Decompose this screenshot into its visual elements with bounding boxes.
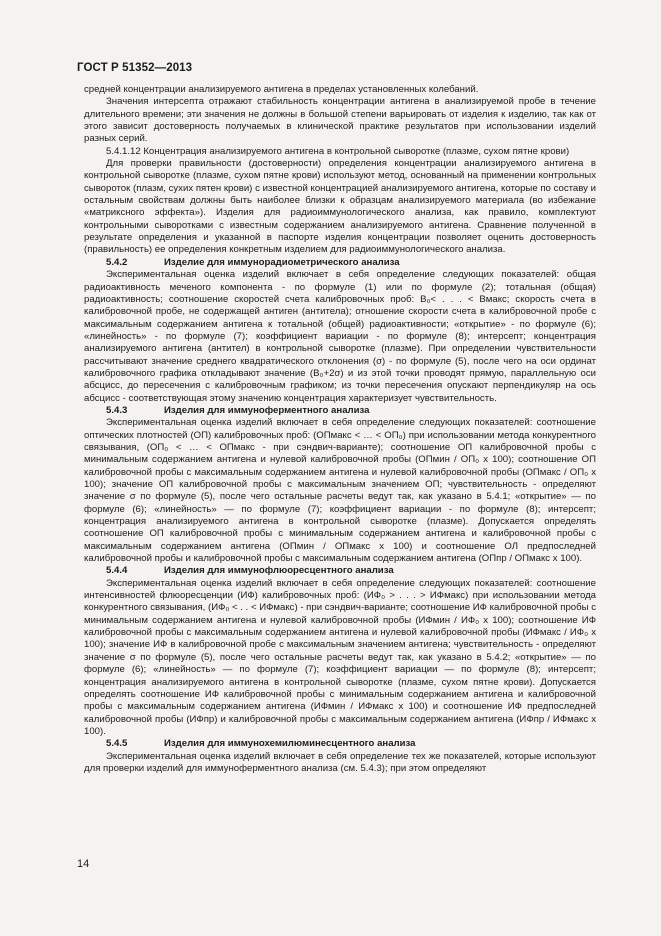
section-number: 5.4.5 [106, 738, 128, 750]
body-paragraph: Экспериментальная оценка изделий включает в себя определение тех же показателей, которые используют для проверки изделий для иммуноферментного анализа (см. 5.4.3); при этом определяют [84, 750, 596, 774]
section-title: Изделия для иммунохемилюминесцентного анализа [164, 738, 416, 750]
section-heading [84, 405, 596, 417]
body-paragraph: Экспериментальная оценка изделий включает в себя определение следующих показателей: соотношение оптических плотностей (ОП) калибровочных проб: (ОПмакс < … < ОП₀) при использовании метода конкурентного связывания, (ОП₀ < … < ОПмакс - при сэндвич-варианте); соотношение ОП калибровочной пробы с минимальным содержанием антигена и нулевой калибровочной пробы (ОПмин / ОП₀ x 100); соотношение ОП калибровочной пробы с максимальным содержанием антигена и нулевой калибровочной пробы (ОПмакс / ОП₀ x 100); значение ОП калибровочной пробы с максимальным значением ОП; чувствительность - определяют значение σ по формуле (5), после чего остальные расчеты ведут так, как указано в 5.4.1; «открытие» — по формуле (6); «линейность» — по формуле (7); коэффициент вариации - по формуле (8); интерсепт; концентрация анализируемого антигена в контрольной сыворотке (плазме). Допускается определять соотношение ОП калибровочной пробы с минимальным содержанием антигена и калибровочной пробы с максимальным содержанием антигена (ОПмин / ОПмакс x 100) и соотношение ОЛ предпоследней калибровочной пробы и калибровочной пробы с максимальным содержанием антигена (ОПпр / ОПмакс x 100). [84, 417, 596, 565]
section-number: 5.4.4 [106, 565, 128, 577]
page-number: 14 [77, 858, 90, 870]
section-heading [84, 738, 596, 750]
page-header-title: ГОСТ Р 51352—2013 [77, 62, 193, 74]
section-heading [84, 257, 596, 269]
body-paragraph: Значения интерсепта отражают стабильность концентрации антигена в анализируемой пробе в течение длительного времени; эти значения не должны в большой степени варьировать от изделия к изделию, так как от этого зависит достоверность получаемых в клинической практике результатов при использовании изделий разных серий. [84, 96, 596, 145]
section-heading [84, 565, 596, 577]
body-paragraph: Экспериментальная оценка изделий включает в себя определение следующих показателей: соотношение интенсивностей флюоресценции (ИФ) калибровочных проб: (ИФ₀ > . . . > ИФмакс) при использовании метода конкурентного связывания, (ИФ₀ < . . < ИФмакс) - при сэндвич-варианте; соотношение ИФ калибровочной пробы с минимальным содержанием антигена и нулевой калибровочной пробы (ИФмин / ИФ₀ x 100); соотношение ИФ калибровочной пробы с максимальным содержанием антигена и нулевой калибровочной пробы (ИФмакс / ИФ₀ x 100); значение ИФ в калибровочной пробе с максимальным значением антигена; чувствительность - определяют значение σ по формуле (5), после чего остальные расчеты ведут так, как указано в 5.4.2; «открытие» — по формуле (6); «линейность» — по формуле (7); коэффициент вариации — по формуле (8); интерсепт; концентрация анализируемого антигена в контрольной сыворотке (плазме, сухом пятне крови). Допускается определять соотношение ИФ калибровочной пробы с минимальным содержанием антигена и калибровочной пробы с максимальным содержанием антигена (ИФмин / ИФмакс x 100) и соотношение ИФ предпоследней калибровочной пробы (ИФпр) и калибровочной пробы с максимальным содержанием антигена (ИФпр / ИФмакс x 100). [84, 577, 596, 737]
body-paragraph: Для проверки правильности (достоверности) определения концентрации анализируемого антигена в контрольной сыворотке (плазме, сухом пятне крови) используют метод, основанный на применении контрольных сывороток (плазм, сухих пятен крови) с известной концентрацией анализируемого антигена, которые по составу и остальным свойствам должны быть наиболее близки к образцам анализируемого материала (во избежание «матриксного эффекта»). Изделия для радиоиммунологического анализа, как правило, комплектуют контрольными сыворотками с известным содержанием анализируемого антигена. Сравнение полученной в результате определения и указанной в паспорте изделия концентрации позволяет оценить достоверность (правильность) ее определения конкретным изделием для радиоиммунологического анализа. [84, 158, 596, 256]
section-title: Изделие для иммунорадиометрического анализа [164, 256, 400, 268]
body-paragraph: 5.4.1.12 Концентрация анализируемого антигена в контрольной сыворотке (плазме, сухом пятне крови) [106, 145, 570, 157]
body-paragraph: средней концентрации анализируемого антигена в пределах установленных колебаний. [84, 84, 479, 95]
body-paragraph: Экспериментальная оценка изделий включает в себя определение следующих показателей: общая радиоактивность меченого компонента - по формуле (1) или по формуле (2); тотальная (общая) радиоактивность; соотношение скоростей счета калибровочных проб: B₀< . . . < Bмакс; скорость счета в калибровочной пробе, не содержащей антиген (антитела); отношение скорости счета в калибровочной пробе с максимальным содержанием антигена к тотальной (общей) радиоактивности; «открытие» - по формуле (6); «линейность» - по формуле (7); коэффициент вариации - по формуле (8); интерсепт; концентрация анализируемого антигена (антител) в контрольной сыворотке (плазме). При определении чувствительности рассчитывают значение среднего квадратического отклонения (σ) - по формуле (5), после чего на оси ординат калибровочного графика откладывают значение (B₀+2σ) и из этой точки проводят прямую, параллельную оси абсцисс, до пересечения с калибровочным графиком; из точки пересечения опускают перпендикуляр на ось абсцисс - соответствующая этому значению концентрация характеризует чувствительность. [84, 269, 596, 404]
section-title: Изделия для иммуноферментного анализа [164, 404, 370, 416]
section-number: 5.4.3 [106, 404, 128, 416]
document-body [84, 84, 596, 775]
section-title: Изделия для иммунофлюоресцентного анализа [164, 565, 394, 577]
section-number: 5.4.2 [106, 256, 128, 268]
